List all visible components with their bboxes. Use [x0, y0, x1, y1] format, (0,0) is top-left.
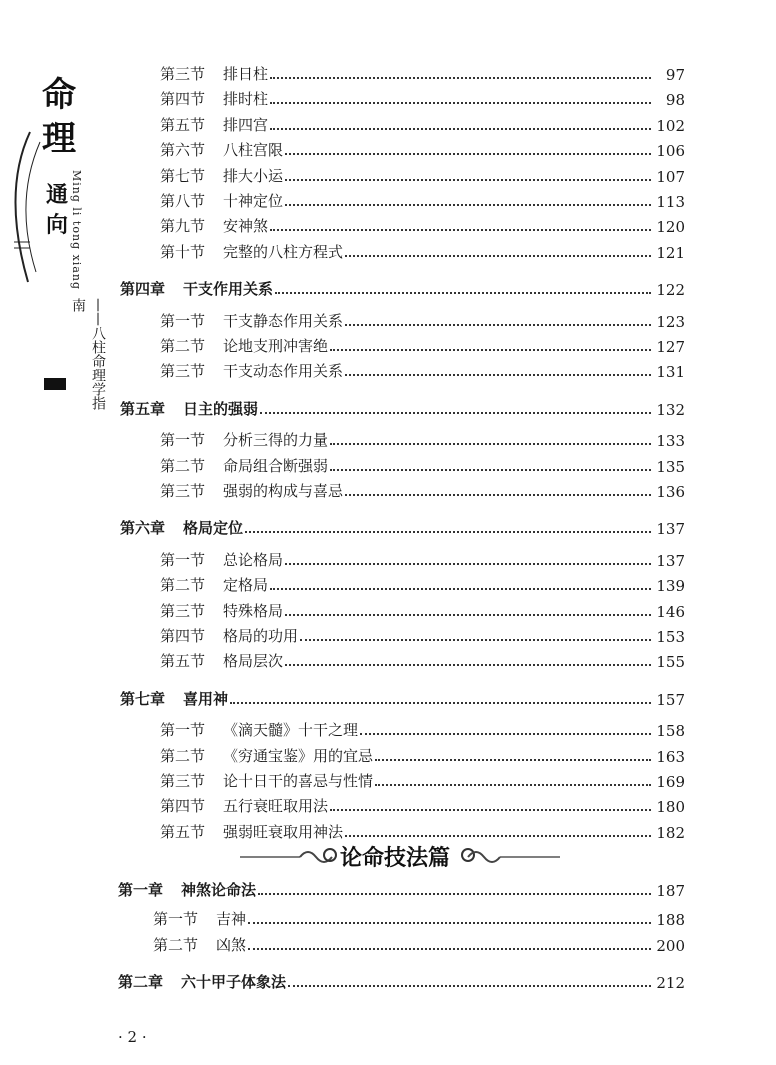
toc-entry-number: 第一节	[153, 910, 199, 929]
toc-page-number: 169	[656, 773, 685, 791]
toc-page-number: 182	[656, 823, 685, 842]
toc-page-number: 133	[656, 432, 685, 451]
toc-entry-number: 第二节	[153, 935, 199, 954]
toc-page-number: 107	[656, 167, 685, 186]
toc-leader-dots	[248, 948, 651, 950]
toc-entry-label	[160, 63, 268, 84]
toc-leader-dots	[345, 494, 651, 496]
toc-entry-number: 第一章	[118, 881, 164, 899]
toc-entry-label	[160, 745, 373, 766]
toc-entry-title: 喜用神	[183, 689, 229, 708]
toc-leader-dots	[285, 179, 651, 181]
toc-section-entry[interactable]	[160, 454, 685, 476]
toc-page-number: 137	[656, 551, 685, 570]
toc-section-entry[interactable]	[153, 933, 685, 955]
toc-page-number: 120	[656, 218, 685, 237]
toc-entry-label	[160, 215, 268, 236]
toc-entry-label	[160, 88, 268, 109]
toc-entry-label	[153, 934, 246, 955]
toc-leader-dots	[258, 893, 651, 895]
toc-entry-number: 第三节	[160, 65, 206, 83]
toc-chapter-entry[interactable]	[118, 878, 685, 900]
toc-entry-title: 分析三得的力量	[223, 431, 329, 450]
toc-entry-number: 第四章	[120, 280, 166, 299]
toc-section-entry[interactable]	[160, 309, 685, 331]
toc-page-number: 139	[656, 577, 685, 596]
toc-entry-title: 排四宫	[223, 115, 269, 134]
toc-leader-dots	[270, 229, 651, 231]
toc-entry-number: 第七节	[160, 166, 206, 185]
toc-entry-title: 强弱的构成与喜忌	[223, 482, 344, 500]
toc-section-entry[interactable]	[160, 189, 685, 211]
toc-leader-dots	[285, 664, 651, 666]
toc-entry-title: 《穷通宝鉴》用的宜忌	[223, 746, 374, 765]
toc-section-entry[interactable]	[160, 624, 685, 646]
toc-entry-label	[160, 480, 343, 501]
spine-subtitle-char-2: 向	[46, 213, 69, 238]
toc-entry-label	[120, 517, 243, 538]
toc-page-number: 188	[656, 911, 685, 930]
toc-entry-title: 特殊格局	[223, 601, 284, 620]
toc-page-number: 135	[656, 457, 685, 476]
toc-section-entry[interactable]	[160, 718, 685, 740]
toc-leader-dots	[330, 809, 651, 811]
toc-section-entry[interactable]	[160, 479, 685, 501]
toc-page-number: 127	[656, 338, 685, 356]
toc-chapter-entry[interactable]	[120, 397, 685, 419]
toc-leader-dots	[345, 374, 651, 376]
toc-entry-title: 格局层次	[223, 652, 284, 671]
toc-entry-label	[160, 719, 358, 740]
toc-entry-label	[160, 190, 283, 211]
toc-entry-title: 八柱宫限	[223, 141, 284, 160]
banner-title: 论命技法篇	[340, 846, 451, 871]
toc-page-number: 137	[656, 520, 685, 539]
toc-page-number: 106	[656, 142, 685, 161]
toc-page-number: 155	[656, 653, 685, 672]
toc-entry-number: 第六章	[120, 519, 166, 538]
toc-entry-number: 第四节	[160, 90, 206, 109]
toc-entry-number: 第一节	[160, 311, 206, 330]
toc-entry-number: 第二节	[160, 746, 206, 765]
toc-leader-dots	[260, 412, 651, 414]
toc-entry-number: 第三节	[160, 362, 206, 381]
toc-page-number: 97	[665, 66, 685, 84]
spine-pinyin: Ming li tong xiang	[70, 170, 83, 291]
toc-leader-dots	[285, 204, 651, 206]
toc-entry-number: 第一节	[160, 550, 206, 569]
toc-entry-title: 强弱旺衰取用神法	[223, 822, 344, 841]
toc-leader-dots	[270, 588, 651, 590]
spine-title-char-1: 命	[42, 75, 76, 115]
toc-page-number: 131	[656, 363, 685, 382]
toc-section-entry[interactable]	[160, 649, 685, 671]
toc-entry-number: 第三节	[160, 482, 206, 500]
toc-entry-title: 定格局	[223, 576, 269, 595]
section-banner	[240, 835, 560, 879]
toc-leader-dots	[330, 443, 651, 445]
toc-entry-label	[160, 795, 328, 816]
toc-page-number: 113	[656, 193, 685, 211]
toc-chapter-entry[interactable]	[120, 516, 685, 538]
toc-entry-number: 第一节	[160, 431, 206, 450]
page-number: · 2 ·	[118, 1028, 147, 1046]
toc-entry-label	[160, 455, 328, 476]
toc-entry-title: 吉神	[216, 910, 247, 929]
toc-leader-dots	[300, 639, 651, 641]
toc-section-entry[interactable]	[160, 794, 685, 816]
toc-entry-label	[153, 908, 246, 929]
toc-entry-title: 干支静态作用关系	[223, 311, 344, 330]
toc-leader-dots	[270, 102, 651, 104]
toc-page-number: 136	[656, 483, 685, 501]
toc-entry-title: 论地支刑冲害绝	[223, 337, 329, 355]
toc-entry-label	[160, 241, 343, 262]
toc-page-number: 212	[656, 974, 685, 993]
toc-entry-number: 第五章	[120, 399, 166, 418]
toc-section-entry[interactable]	[153, 907, 685, 929]
toc-section-entry[interactable]	[160, 428, 685, 450]
toc-page-number: 200	[656, 936, 685, 955]
toc-section-entry[interactable]	[160, 744, 685, 766]
spine-subtitle-char-1: 通	[46, 183, 69, 208]
toc-entry-title: 日主的强弱	[183, 399, 259, 418]
toc-entry-title: 排时柱	[223, 90, 269, 109]
toc-section-entry[interactable]	[160, 113, 685, 135]
book-spine-decoration	[0, 60, 106, 420]
toc-entry-title: 排日柱	[223, 65, 269, 83]
toc-entry-number: 第五节	[160, 115, 206, 134]
toc-entry-label	[118, 879, 256, 900]
toc-page-number: 123	[656, 312, 685, 331]
toc-entry-title: 干支作用关系	[183, 280, 274, 299]
toc-page-number: 158	[656, 722, 685, 741]
toc-entry-label	[160, 770, 373, 791]
toc-entry-title: 凶煞	[216, 935, 247, 954]
toc-entry-title: 总论格局	[223, 550, 284, 569]
toc-section-entry[interactable]	[160, 164, 685, 186]
toc-entry-label	[160, 360, 343, 381]
toc-page-number: 146	[656, 602, 685, 621]
toc-entry-title: 格局的功用	[223, 627, 299, 645]
toc-entry-title: 神煞论命法	[181, 881, 257, 899]
toc-entry-label	[160, 574, 268, 595]
toc-entry-label	[160, 310, 343, 331]
toc-entry-label	[120, 688, 228, 709]
toc-leader-dots	[245, 531, 651, 533]
toc-entry-title: 论十日干的喜忌与性情	[223, 772, 374, 790]
toc-entry-label	[120, 398, 258, 419]
toc-section-entry[interactable]	[160, 359, 685, 381]
toc-leader-dots	[285, 614, 651, 616]
toc-entry-number: 第四节	[160, 627, 206, 645]
toc-leader-dots	[330, 469, 651, 471]
toc-page-number: 122	[656, 281, 685, 300]
toc-leader-dots	[345, 255, 651, 257]
toc-entry-number: 第三节	[160, 772, 206, 790]
toc-leader-dots	[285, 153, 651, 155]
toc-entry-number: 第五节	[160, 652, 206, 671]
toc-section-entry[interactable]	[160, 87, 685, 109]
toc-page-number: 102	[656, 116, 685, 135]
toc-leader-dots	[375, 784, 651, 786]
toc-section-entry[interactable]	[160, 573, 685, 595]
toc-section-entry[interactable]	[160, 769, 685, 791]
toc-entry-title: 六十甲子体象法	[181, 973, 287, 992]
toc-entry-number: 第五节	[160, 822, 206, 841]
toc-leader-dots	[230, 702, 651, 704]
toc-leader-dots	[270, 128, 651, 130]
toc-entry-number: 第六节	[160, 141, 206, 160]
toc-section-entry[interactable]	[160, 138, 685, 160]
toc-leader-dots	[345, 324, 651, 326]
toc-section-entry[interactable]	[160, 548, 685, 570]
toc-section-entry[interactable]	[160, 334, 685, 356]
toc-page-number: 98	[665, 91, 685, 110]
toc-entry-label	[160, 625, 298, 646]
toc-leader-dots	[270, 77, 651, 79]
toc-page-number: 187	[656, 882, 685, 900]
toc-entry-title: 排大小运	[223, 166, 284, 185]
toc-page-number: 157	[656, 690, 685, 709]
toc-entry-label	[160, 114, 268, 135]
toc-entry-number: 第一节	[160, 721, 206, 740]
toc-leader-dots	[288, 985, 651, 987]
toc-chapter-entry[interactable]	[118, 970, 685, 992]
toc-entry-label	[160, 165, 283, 186]
toc-entry-number: 第四节	[160, 797, 206, 816]
toc-entry-number: 第三节	[160, 601, 206, 620]
toc-page-number: 180	[656, 798, 685, 817]
toc-chapter-entry[interactable]	[120, 687, 685, 709]
toc-chapter-entry[interactable]	[120, 277, 685, 299]
toc-section-entry[interactable]	[160, 214, 685, 236]
toc-entry-label	[160, 139, 283, 160]
toc-page-number: 163	[656, 747, 685, 766]
toc-section-entry[interactable]	[160, 62, 685, 84]
toc-page-number: 121	[656, 243, 685, 262]
toc-entry-number: 第十节	[160, 242, 206, 261]
toc-entry-number: 第七章	[120, 689, 166, 708]
toc-entry-number: 第二节	[160, 337, 206, 355]
toc-entry-number: 第二节	[160, 456, 206, 475]
toc-entry-label	[160, 650, 283, 671]
toc-leader-dots	[275, 292, 651, 294]
toc-entry-label	[160, 549, 283, 570]
toc-entry-number: 第二章	[118, 973, 164, 992]
toc-leader-dots	[330, 349, 651, 351]
toc-entry-title: 格局定位	[183, 519, 244, 538]
toc-leader-dots	[285, 563, 651, 565]
toc-entry-label	[160, 600, 283, 621]
toc-entry-title: 命局组合断强弱	[223, 456, 329, 475]
toc-entry-title: 十神定位	[223, 192, 284, 210]
toc-entry-number: 第九节	[160, 217, 206, 236]
toc-entry-title: 完整的八柱方程式	[223, 242, 344, 261]
spine-title-char-2: 理	[42, 119, 76, 159]
toc-entry-label	[160, 335, 328, 356]
toc-entry-number: 第二节	[160, 576, 206, 595]
toc-page-number: 153	[656, 628, 685, 646]
toc-leader-dots	[375, 759, 651, 761]
spine-black-bar	[44, 378, 66, 390]
toc-section-entry[interactable]	[160, 240, 685, 262]
toc-entry-label	[160, 429, 328, 450]
spine-guide-text: ——八柱命理学指南	[70, 298, 106, 410]
toc-leader-dots	[248, 922, 651, 924]
toc-entry-title: 干支动态作用关系	[223, 362, 344, 381]
toc-page-number: 132	[656, 400, 685, 419]
toc-entry-title: 《滴天髓》十干之理	[223, 721, 359, 740]
toc-entry-title: 五行衰旺取用法	[223, 797, 329, 816]
toc-section-entry[interactable]	[160, 599, 685, 621]
toc-leader-dots	[360, 733, 651, 735]
toc-entry-label	[120, 278, 273, 299]
toc-entry-label	[118, 971, 286, 992]
toc-entry-title: 安神煞	[223, 217, 269, 236]
toc-entry-number: 第八节	[160, 192, 206, 210]
